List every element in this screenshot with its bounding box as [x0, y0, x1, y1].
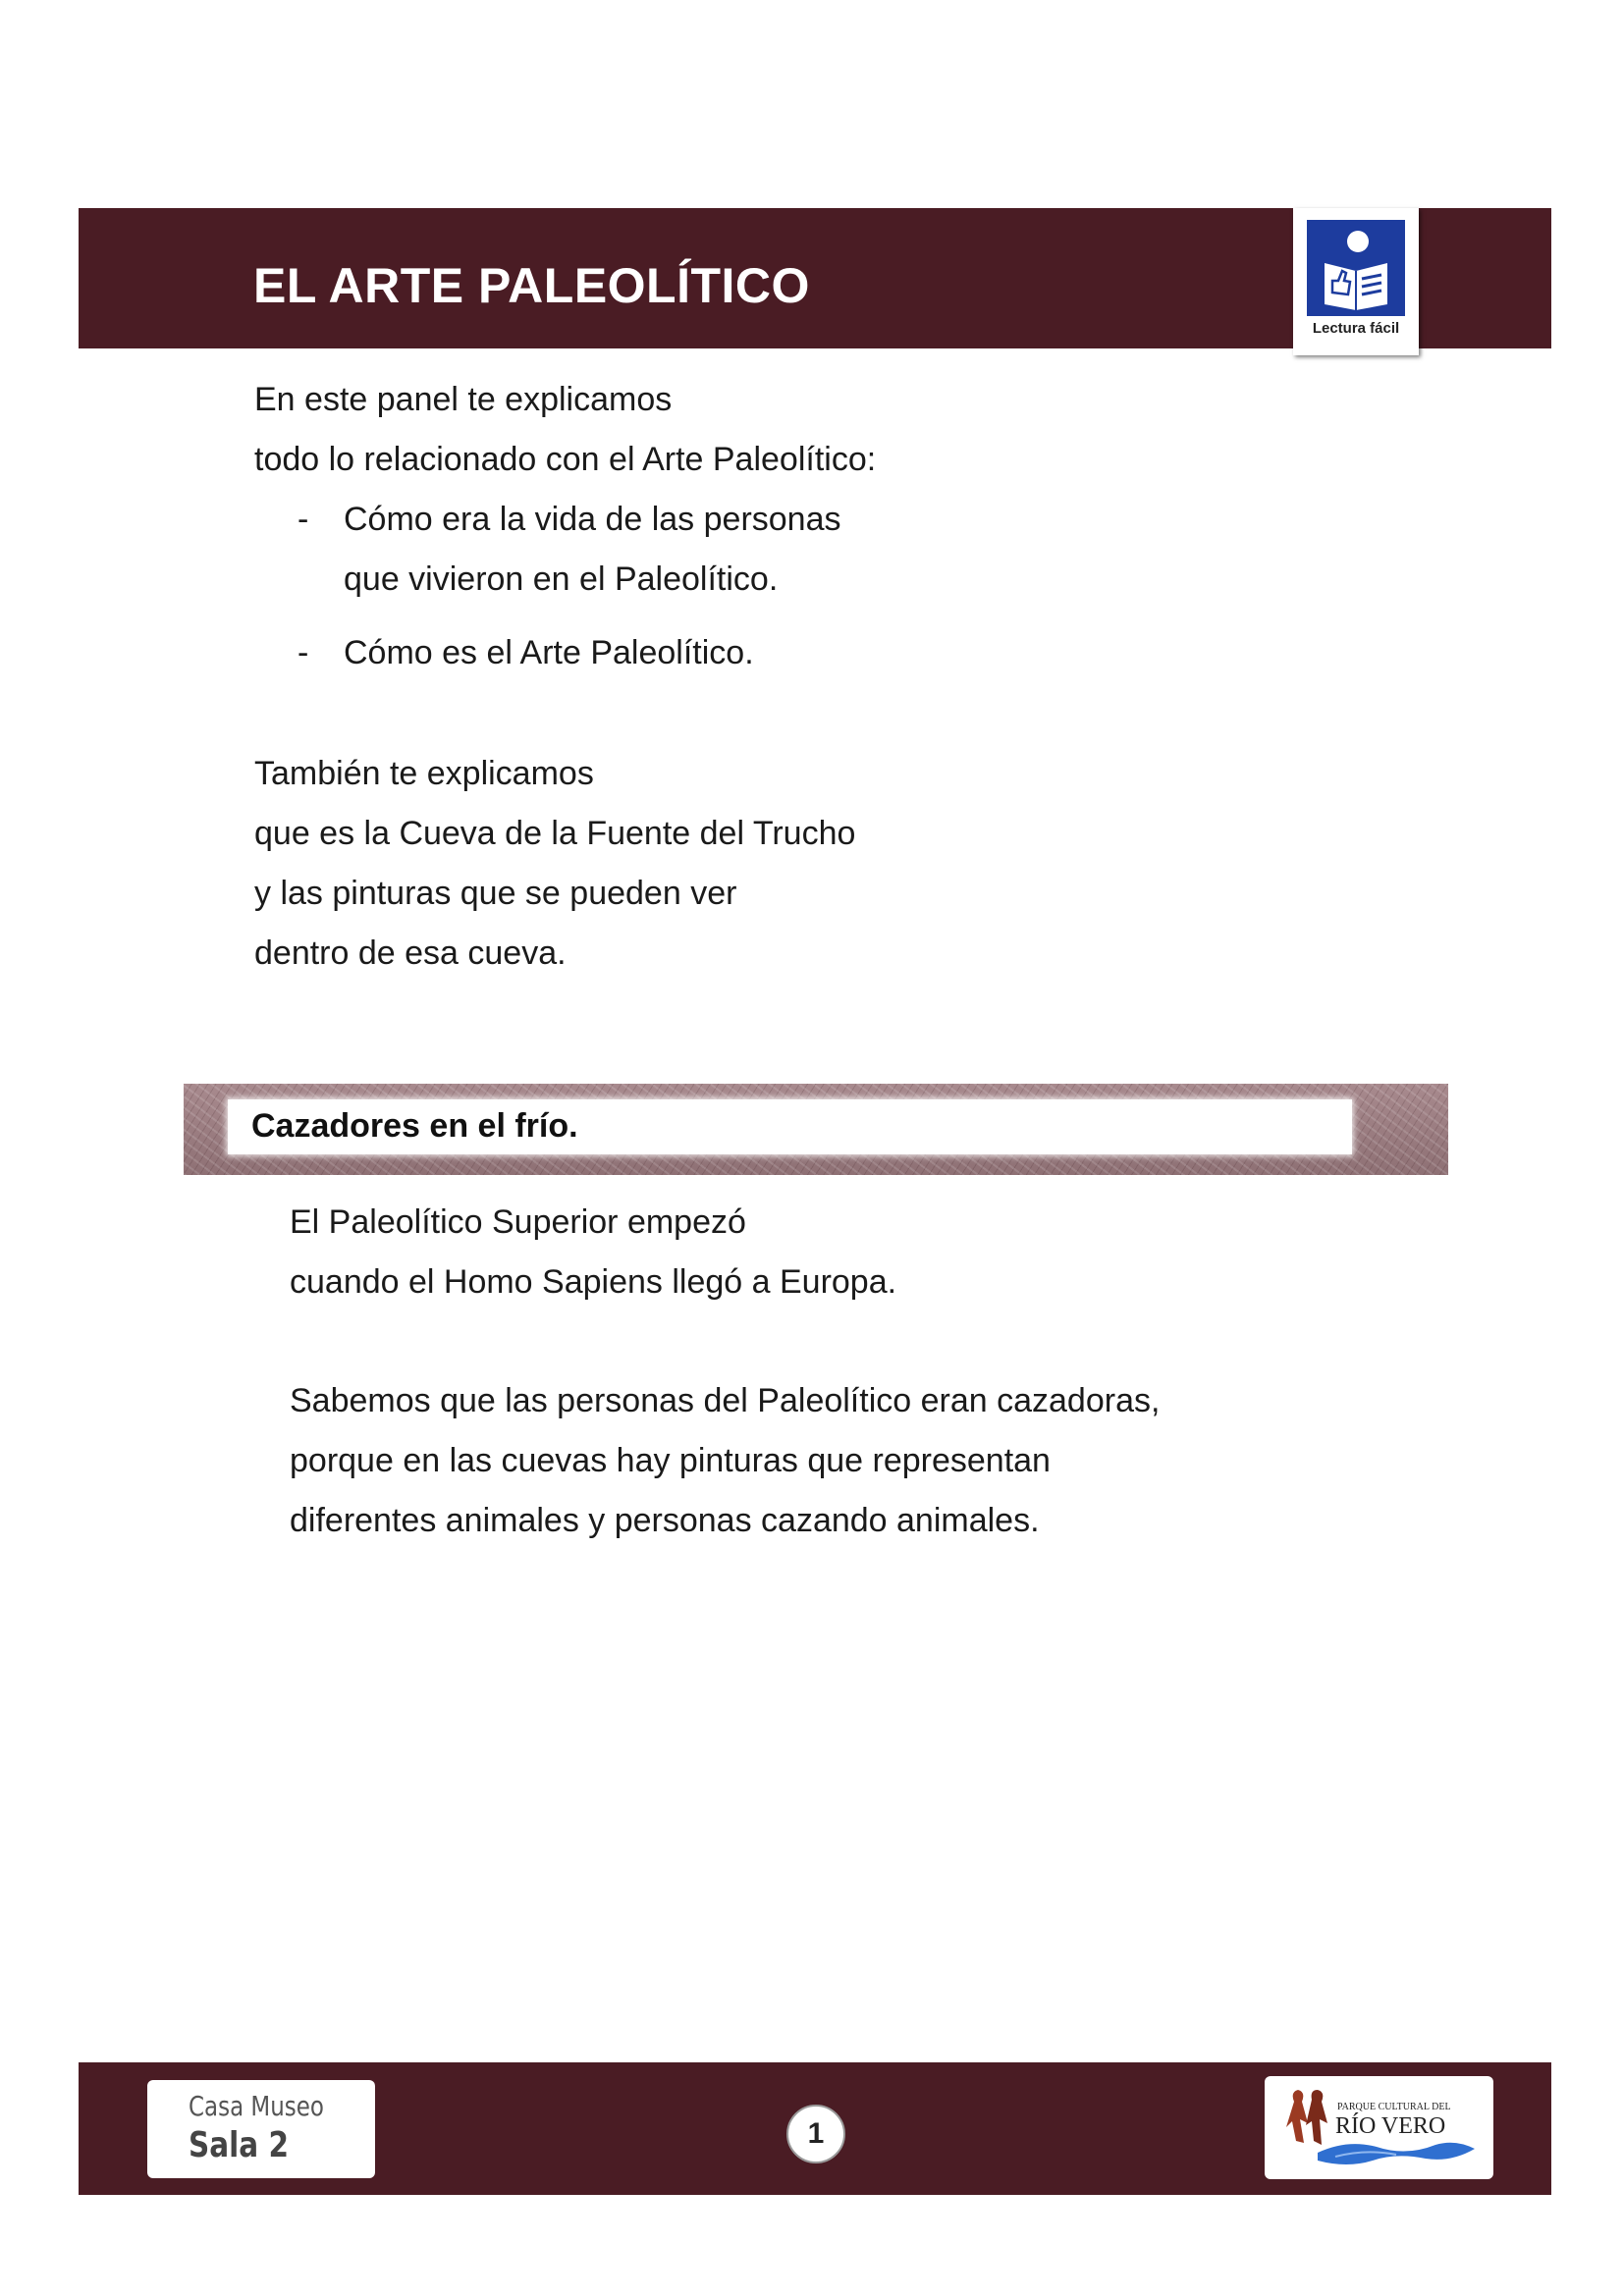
intro-line: En este panel te explicamos: [254, 381, 673, 418]
easy-read-icon: [1307, 220, 1405, 316]
bullet-marker: -: [298, 634, 309, 671]
easy-read-badge: [1293, 208, 1419, 355]
bullet-item: [298, 623, 841, 683]
section-title: Cazadores en el frío.: [251, 1107, 578, 1145]
logo-small-text: PARQUE CULTURAL DEL: [1337, 2102, 1451, 2112]
intro-text: [254, 370, 876, 490]
bullet-line: Cómo era la vida de las personas: [344, 501, 841, 538]
museum-name: Casa Museo: [189, 2090, 324, 2122]
logo-big-text: RÍO VERO: [1335, 2113, 1446, 2139]
section-line: El Paleolítico Superior empezó: [290, 1203, 746, 1241]
room-name: Sala 2: [189, 2125, 290, 2165]
bullet-line: que vivieron en el Paleolítico.: [344, 561, 779, 598]
rio-vero-logo-icon: [1278, 2084, 1481, 2172]
page-number: 1: [786, 2105, 845, 2163]
room-label-box: [147, 2080, 375, 2178]
section-title-box: [228, 1099, 1352, 1154]
section-line: cuando el Homo Sapiens llegó a Europa.: [290, 1263, 897, 1301]
cave-line: También te explicamos: [254, 755, 594, 792]
section-line: porque en las cuevas hay pinturas que representan: [290, 1442, 1051, 1479]
section-band: [184, 1084, 1448, 1175]
page-title: EL ARTE PALEOLÍTICO: [253, 258, 810, 313]
section-paragraph-2: [290, 1371, 1160, 1551]
section-line: Sabemos que las personas del Paleolítico eran cazadoras,: [290, 1382, 1161, 1419]
header-band: [79, 208, 1551, 348]
cave-text: [254, 744, 855, 984]
bullet-item: [298, 490, 841, 610]
section-line: diferentes animales y personas cazando animales.: [290, 1502, 1040, 1539]
section-paragraph-1: [290, 1193, 896, 1312]
bullet-marker: -: [298, 501, 309, 538]
bullet-line: Cómo es el Arte Paleolítico.: [344, 634, 754, 671]
rio-vero-logo: [1265, 2076, 1493, 2179]
footer-band: [79, 2062, 1551, 2195]
intro-line: todo lo relacionado con el Arte Paleolítico:: [254, 441, 877, 478]
easy-read-label: Lectura fácil: [1312, 320, 1400, 337]
cave-line: y las pinturas que se pueden ver: [254, 875, 737, 912]
intro-bullet-list: [298, 490, 841, 683]
cave-line: dentro de esa cueva.: [254, 934, 567, 972]
cave-line: que es la Cueva de la Fuente del Trucho: [254, 815, 856, 852]
